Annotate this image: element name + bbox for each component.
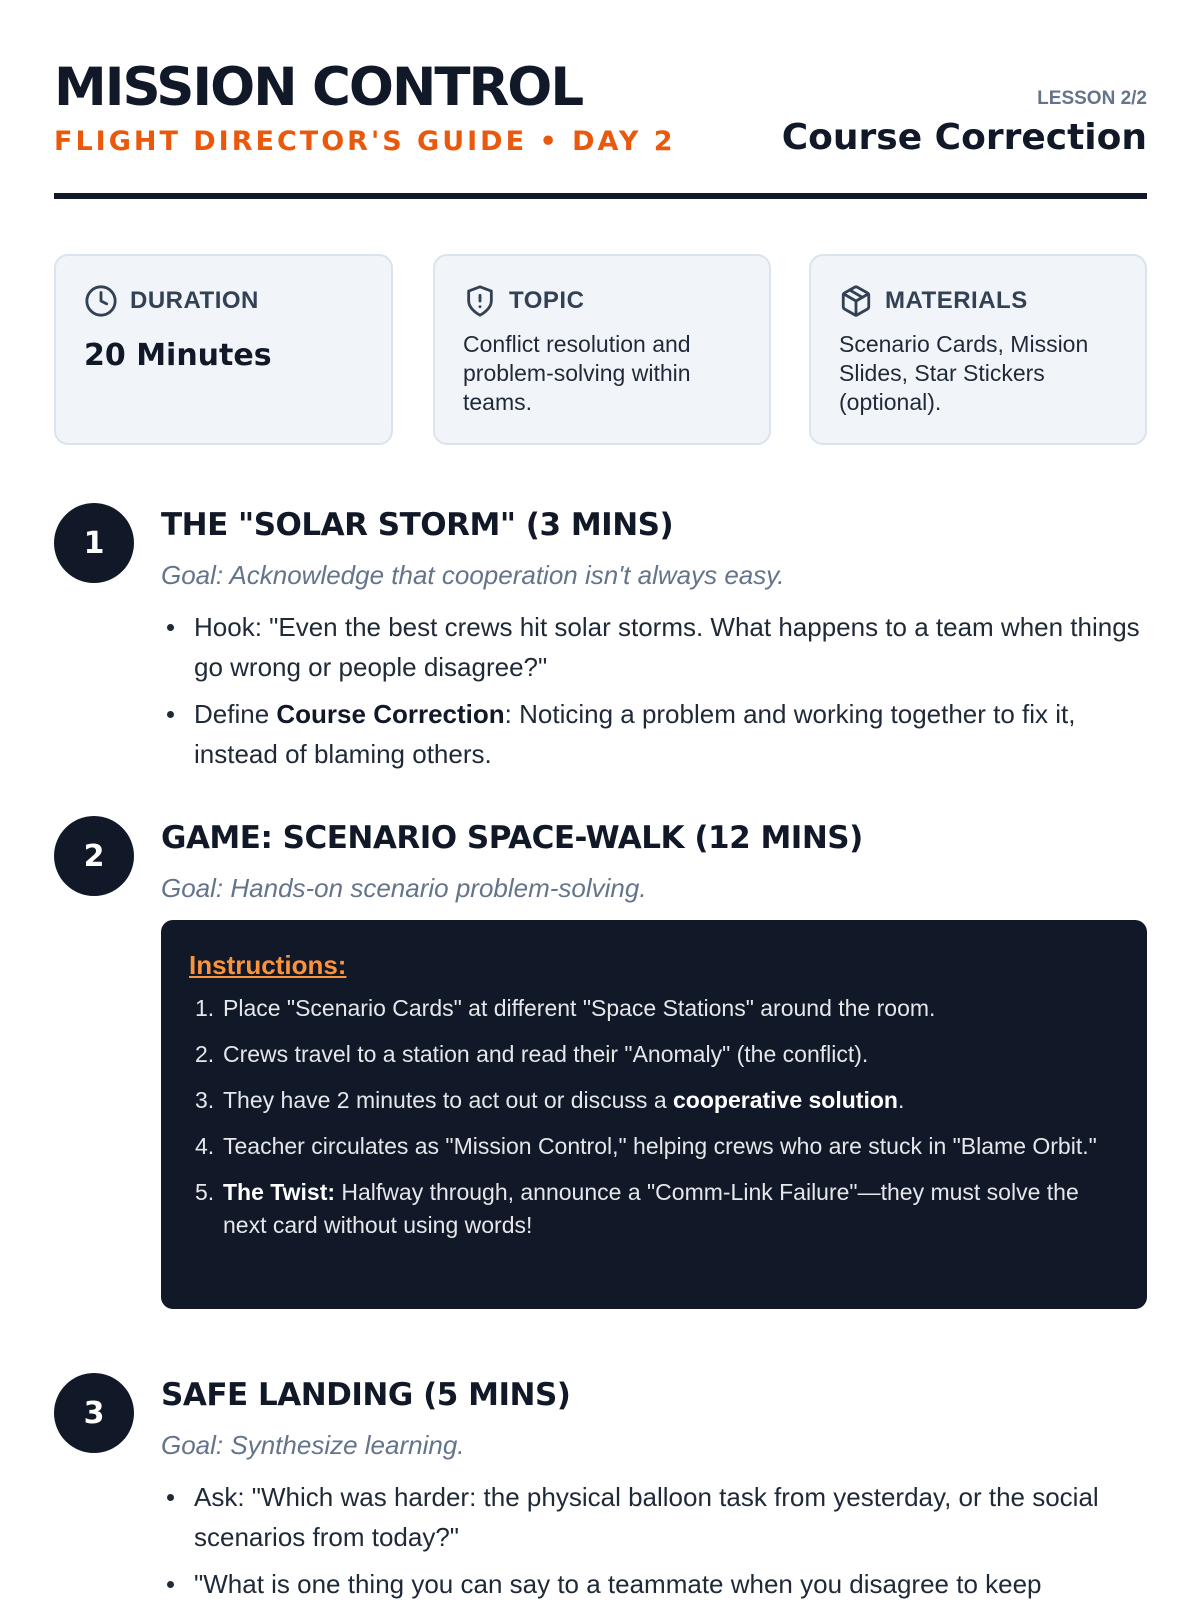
item-number: 3. [195,1087,215,1113]
duration-card-header [84,284,259,318]
item-text: Teacher circulates as "Mission Control," helping crews who are stuck in "Blame Orbit." [223,1133,1097,1159]
bullet-text-post: : Noticing a problem and working together to fix it, instead of blaming others. [194,699,1076,769]
lesson-page [54,0,1147,1600]
item-number: 1. [195,995,215,1021]
step-badge: 2 [54,816,134,896]
item-text: Crews travel to a station and read their "Anomaly" (the conflict). [223,1041,869,1067]
lesson-title: Course Correction [781,117,1147,158]
bullet-text: Ask: "Which was harder: the physical balloon task from yesterday, or the social scenarios from today?" [194,1482,1099,1552]
list-item [195,992,1115,1025]
brand-title: MISSION CONTROL [54,57,583,118]
bullet-list [161,1477,1147,1611]
section-title: THE "SOLAR STORM" (3 MINS) [161,507,674,543]
section-title: SAFE LANDING (5 MINS) [161,1377,571,1413]
materials-label: MATERIALS [885,287,1028,314]
box-icon [839,284,873,318]
list-item [161,694,1147,774]
item-text-pre: They have 2 minutes to act out or discuss a [223,1087,674,1113]
bullet-text: Hook: "Even the best crews hit solar storms. What happens to a team when things go wrong or people disagree?" [194,612,1140,682]
section-goal: Goal: Synthesize learning. [161,1430,465,1460]
clock-icon [84,284,118,318]
term-highlight: Course Correction [276,699,505,729]
section-solar-storm [54,503,1147,783]
list-item [195,1084,1115,1117]
brand-subtitle: FLIGHT DIRECTOR'S GUIDE • DAY 2 [54,126,676,157]
instructions-list [195,992,1115,1255]
section-goal: Goal: Acknowledge that cooperation isn't always easy. [161,560,785,590]
lesson-label: LESSON 2/2 [1037,88,1147,109]
item-highlight: The Twist: [223,1179,336,1205]
step-badge: 1 [54,503,134,583]
section-safe-landing [54,1373,1147,1600]
item-number: 2. [195,1041,215,1067]
duration-card [54,254,393,445]
bullet-list [161,607,1147,781]
list-item [161,1564,1147,1604]
list-item [195,1038,1115,1071]
section-goal: Goal: Hands-on scenario problem-solving. [161,873,647,903]
shield-alert-icon [463,284,497,318]
instructions-heading: Instructions: [189,950,347,980]
materials-card [809,254,1147,445]
topic-value: Conflict resolution and problem-solving within teams. [463,331,691,415]
step-badge: 3 [54,1373,134,1453]
header-divider [54,193,1147,199]
item-text-post: . [897,1087,905,1113]
item-number: 5. [195,1179,215,1205]
duration-value: 20 Minutes [84,338,272,373]
topic-card [433,254,771,445]
materials-card-header [839,284,1028,318]
item-text: Place "Scenario Cards" at different "Space Stations" around the room. [223,995,936,1021]
bullet-text-pre: Define [194,699,277,729]
item-highlight: cooperative solution [673,1087,898,1113]
list-item [195,1176,1115,1242]
list-item [161,1477,1147,1557]
instructions-box [161,920,1147,1309]
page-header [54,58,1147,198]
topic-label: TOPIC [509,287,585,314]
section-scenario-space-walk [54,816,1147,1316]
bullet-text: "What is one thing you can say to a teammate when you disagree to keep [194,1569,1042,1599]
duration-label: DURATION [130,287,259,314]
materials-value: Scenario Cards, Mission Slides, Star Stickers (optional). [839,331,1089,415]
section-title: GAME: SCENARIO SPACE-WALK (12 MINS) [161,820,863,856]
list-item [161,607,1147,687]
list-item [195,1130,1115,1163]
item-number: 4. [195,1133,215,1159]
topic-card-header [463,284,584,318]
item-text-post: Halfway through, announce a "Comm-Link Failure"—they must solve the next card without using words! [223,1179,1079,1238]
